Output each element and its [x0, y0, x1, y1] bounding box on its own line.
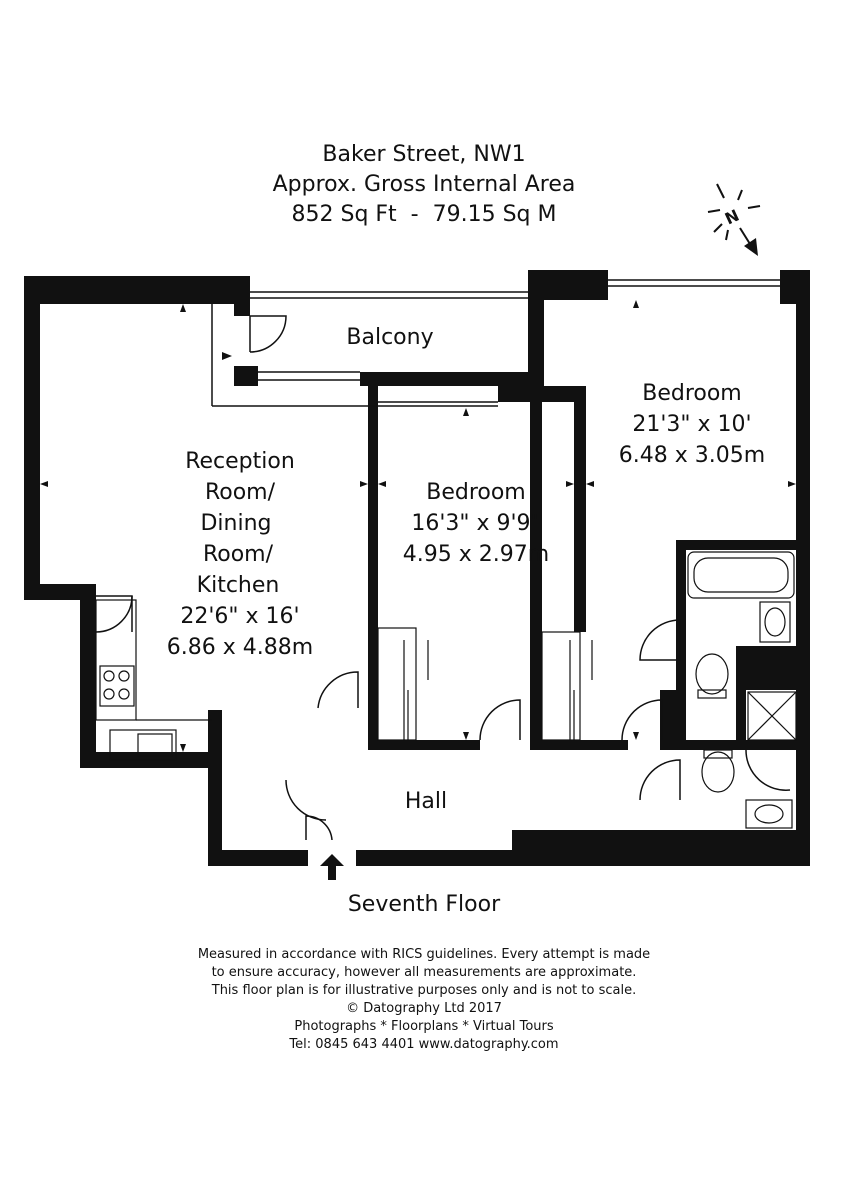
- svg-text:6.48 x 3.05m: 6.48 x 3.05m: [618, 443, 766, 468]
- svg-text:Dining: Dining: [200, 511, 272, 536]
- svg-text:Reception: Reception: [185, 449, 295, 474]
- svg-text:Bedroom: Bedroom: [426, 480, 526, 505]
- floor-name: Seventh Floor: [347, 892, 501, 917]
- footer-services: Photographs * Floorplans * Virtual Tours: [294, 1019, 554, 1034]
- svg-text:16'3" x 9'9": 16'3" x 9'9": [411, 511, 541, 536]
- bedroom-1-label: [619, 381, 765, 468]
- compass-icon: [708, 184, 760, 256]
- area-title: Approx. Gross Internal Area: [272, 172, 576, 197]
- bedroom-2-label: [403, 480, 549, 567]
- svg-text:Room/: Room/: [202, 542, 274, 567]
- basin-2-icon: [746, 800, 792, 828]
- entrance-arrow-icon: [320, 854, 344, 880]
- svg-text:Kitchen: Kitchen: [196, 573, 280, 598]
- toilet-icon: [696, 654, 728, 694]
- reception-label: [167, 449, 313, 660]
- svg-text:4.95 x 2.97m: 4.95 x 2.97m: [402, 542, 550, 567]
- area-value: 852 Sq Ft - 79.15 Sq M: [291, 202, 557, 227]
- footer-line-1: Measured in accordance with RICS guidelines. Every attempt is made: [197, 947, 651, 962]
- svg-text:21'3" x 10': 21'3" x 10': [632, 412, 752, 437]
- compass-label: N: [721, 205, 743, 229]
- hall-label: Hall: [404, 789, 448, 814]
- footer-contact: Tel: 0845 643 4401 www.datography.com: [289, 1037, 559, 1052]
- svg-text:6.86 x 4.88m: 6.86 x 4.88m: [166, 635, 314, 660]
- svg-text:Room/: Room/: [204, 480, 276, 505]
- footer-line-3: This floor plan is for illustrative purposes only and is not to scale.: [211, 983, 637, 998]
- balcony-label: Balcony: [346, 325, 434, 350]
- hob-icon: [104, 671, 114, 681]
- svg-text:22'6" x 16': 22'6" x 16': [180, 604, 300, 629]
- wardrobes: [378, 628, 592, 740]
- footer-line-2: to ensure accuracy, however all measurements are approximate.: [211, 965, 637, 980]
- svg-text:Bedroom: Bedroom: [642, 381, 742, 406]
- footer-copyright: © Datography Ltd 2017: [346, 1001, 502, 1016]
- property-address: Baker Street, NW1: [322, 142, 526, 167]
- walls: [24, 270, 810, 866]
